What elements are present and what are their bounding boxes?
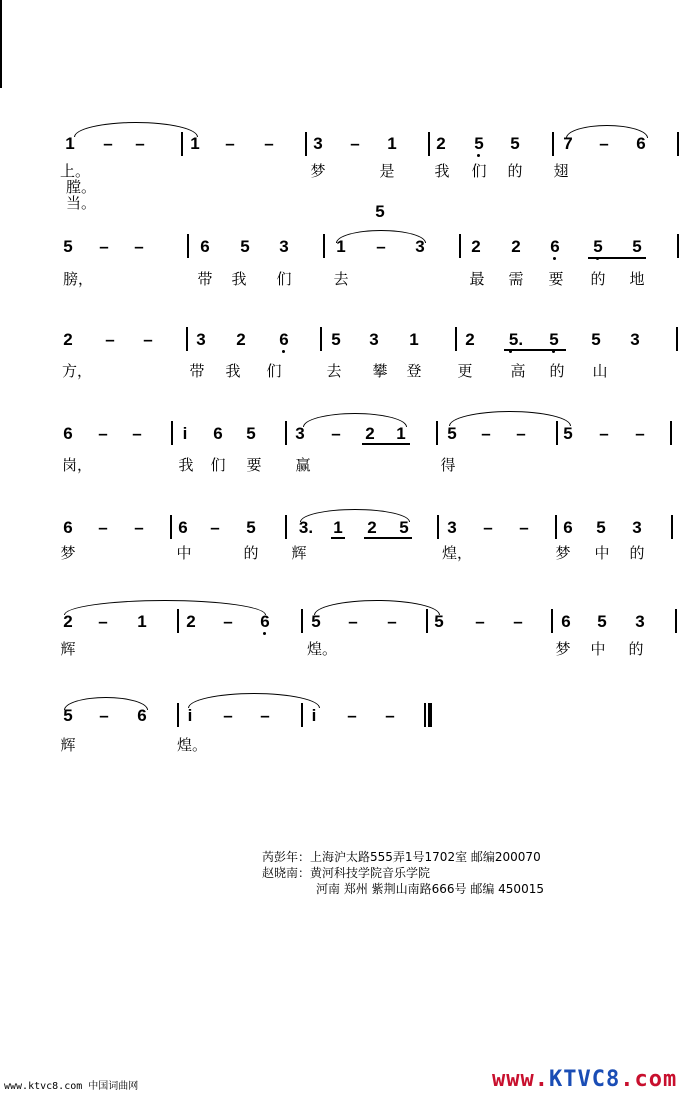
note: 5 [63, 706, 73, 725]
lyric: 是 [379, 162, 395, 180]
bar-line [671, 515, 673, 539]
lyric: 煌， [441, 544, 473, 562]
note: 5 [591, 330, 601, 349]
low-octave-dot [282, 350, 285, 353]
lyric: 的 [243, 544, 259, 562]
note: 2 [471, 237, 481, 256]
note: 6 [563, 518, 573, 537]
note: 2 [436, 134, 446, 153]
footer-logo-www: www. [492, 1067, 549, 1092]
note: 5 [246, 518, 256, 537]
note: 5 [563, 424, 573, 443]
bar-line [556, 421, 558, 445]
note-dash: – [135, 134, 145, 153]
note: 1 [137, 612, 147, 631]
bar-line [677, 234, 679, 258]
lyric: 膛。 [66, 178, 97, 196]
lyric: 的 [549, 362, 565, 380]
lyric: 岗， [61, 456, 93, 474]
slur [314, 600, 440, 615]
note: 5. [508, 330, 524, 349]
note-dash: – [143, 330, 153, 349]
note: 1 [396, 424, 406, 443]
note-dash: – [105, 330, 115, 349]
note-dash: – [331, 424, 341, 443]
note: 1 [409, 330, 419, 349]
contact-line-2: 赵晓南：黄河科技学院音乐学院 [262, 866, 431, 880]
slur [303, 413, 407, 427]
lyric: 去 [326, 362, 342, 380]
bar-line [675, 609, 677, 633]
note: 5 [63, 237, 73, 256]
note: 2 [365, 424, 375, 443]
note-dash: – [264, 134, 274, 153]
note-dash: – [210, 518, 220, 537]
lyric: 梦 [60, 544, 76, 562]
bar-line [676, 327, 678, 351]
bar-line [177, 609, 179, 633]
note-dash: – [599, 424, 609, 443]
low-octave-dot [263, 632, 266, 635]
note: 3 [630, 330, 640, 349]
lyric: 去 [333, 270, 349, 288]
lyric: 赢 [295, 456, 311, 474]
note: 3. [298, 518, 314, 537]
lyric: 中 [176, 544, 192, 562]
note: 6 [561, 612, 571, 631]
bar-line [187, 234, 189, 258]
note-dash: – [98, 518, 108, 537]
lyric: 得 [440, 456, 456, 474]
lyric: 们 [276, 270, 292, 288]
note: 5 [331, 330, 341, 349]
slur [64, 600, 266, 615]
lyric: 们 [210, 456, 226, 474]
note: 6 [213, 424, 223, 443]
note-dash: – [483, 518, 493, 537]
note: 2 [236, 330, 246, 349]
bar-line [305, 132, 307, 156]
note: 3 [632, 518, 642, 537]
note-dash: – [376, 237, 386, 256]
note-dash: – [225, 134, 235, 153]
contact-line-1: 芮彭年：上海沪太路555弄1号1702室 邮编200070 [262, 850, 541, 864]
note: 6 [260, 612, 270, 631]
bar-line [301, 703, 303, 727]
lyric: 地 [629, 270, 645, 288]
beam [588, 257, 646, 259]
lyric: 带 [197, 270, 213, 288]
lyric: 中 [590, 640, 606, 658]
note-dash: – [599, 134, 609, 153]
bar-line [323, 234, 325, 258]
lyric: 高 [510, 362, 526, 380]
note: 5 [596, 518, 606, 537]
note-dash: – [516, 424, 526, 443]
note-dash: – [260, 706, 270, 725]
note-dash: – [635, 424, 645, 443]
ornament-note: 5 [375, 202, 385, 221]
bar-line [551, 609, 553, 633]
lyric: 方， [61, 362, 93, 380]
bar-line [285, 421, 287, 445]
bar-line [426, 609, 428, 633]
lyric: 要 [246, 456, 262, 474]
footer-logo-com: .com [620, 1067, 678, 1092]
note: 5 [632, 237, 642, 256]
note-dash: – [223, 706, 233, 725]
lyric: 煌。 [176, 736, 208, 754]
note-dash: – [387, 612, 397, 631]
note: 5 [399, 518, 409, 537]
lyric: 当。 [66, 194, 97, 212]
bar-line [181, 132, 183, 156]
note: 5 [246, 424, 256, 443]
lyric: 梦 [555, 640, 571, 658]
note: 3 [196, 330, 206, 349]
note-dash: – [347, 706, 357, 725]
bar-line [301, 609, 303, 633]
lyric: 的 [629, 544, 645, 562]
note: 3 [447, 518, 457, 537]
bar-line [677, 132, 679, 156]
note: i [187, 706, 193, 725]
bar-line [171, 421, 173, 445]
bar-line [170, 515, 172, 539]
note: 6 [63, 518, 73, 537]
bar-line [555, 515, 557, 539]
slur [300, 509, 410, 522]
bar-line [177, 703, 179, 727]
bar-line [320, 327, 322, 351]
note-dash: – [103, 134, 113, 153]
note: 5 [510, 134, 520, 153]
note: 6 [178, 518, 188, 537]
bar-line [428, 132, 430, 156]
bar-line [186, 327, 188, 351]
lyric: 煌。 [306, 640, 338, 658]
note: 2 [367, 518, 377, 537]
note: 5 [434, 612, 444, 631]
note-dash: – [475, 612, 485, 631]
lyric: 我 [225, 362, 241, 380]
lyric: 最 [469, 270, 485, 288]
note: 5 [593, 237, 603, 256]
left-margin-rule [0, 0, 2, 88]
note-dash: – [98, 612, 108, 631]
bar-line [670, 421, 672, 445]
contact-line-3: 河南 郑州 紫荆山南路666号 邮编 450015 [316, 882, 544, 896]
note: 5 [549, 330, 559, 349]
note: 3 [279, 237, 289, 256]
lyric: 上。 [60, 162, 91, 180]
lyric: 中 [594, 544, 610, 562]
note-dash: – [98, 424, 108, 443]
lyric: 辉 [60, 640, 76, 658]
note: 5 [447, 424, 457, 443]
lyric: 翅 [553, 162, 569, 180]
note: 1 [336, 237, 346, 256]
note: 6 [279, 330, 289, 349]
lyric: 们 [266, 362, 282, 380]
lyric: 梦 [555, 544, 571, 562]
note: 1 [65, 134, 75, 153]
footer-left-text: www.ktvc8.com 中国词曲网 [4, 1081, 139, 1092]
note: 7 [563, 134, 573, 153]
bar-line [285, 515, 287, 539]
note-dash: – [350, 134, 360, 153]
note: 1 [387, 134, 397, 153]
note: 5 [474, 134, 484, 153]
note-dash: – [99, 237, 109, 256]
lyric: 要 [548, 270, 564, 288]
lyric: 带 [189, 362, 205, 380]
note: 6 [550, 237, 560, 256]
note: 6 [636, 134, 646, 153]
bar-line [437, 515, 439, 539]
note: 5 [597, 612, 607, 631]
lyric: 梦 [310, 162, 326, 180]
note: 3 [369, 330, 379, 349]
note: 5 [311, 612, 321, 631]
bar-line [436, 421, 438, 445]
lyric: 我 [231, 270, 247, 288]
note: 5 [240, 237, 250, 256]
note: 1 [190, 134, 200, 153]
lyric: 的 [628, 640, 644, 658]
note: 2 [465, 330, 475, 349]
footer-logo-brand: KTVC8 [548, 1067, 621, 1092]
lyric: 攀 [372, 362, 388, 380]
note: i [311, 706, 317, 725]
lyric: 辉 [291, 544, 307, 562]
note-dash: – [481, 424, 491, 443]
lyric: 山 [592, 362, 608, 380]
beam [362, 443, 410, 445]
note: 1 [333, 518, 343, 537]
note: 2 [186, 612, 196, 631]
note: 3 [313, 134, 323, 153]
note: 6 [63, 424, 73, 443]
note: 2 [63, 612, 73, 631]
note-dash: – [348, 612, 358, 631]
note: i [182, 424, 188, 443]
footer-logo [492, 1067, 677, 1092]
lyric: 需 [508, 270, 524, 288]
note-dash: – [385, 706, 395, 725]
lyric: 膀， [62, 270, 94, 288]
note: 3 [295, 424, 305, 443]
note: 6 [137, 706, 147, 725]
note: 3 [635, 612, 645, 631]
lyric: 的 [590, 270, 606, 288]
lyric: 们 [471, 162, 487, 180]
note: 2 [511, 237, 521, 256]
beam [331, 537, 345, 539]
final-bar-thick [428, 703, 432, 727]
bar-line [455, 327, 457, 351]
final-bar-thin [424, 703, 426, 727]
note: 2 [63, 330, 73, 349]
note: 6 [200, 237, 210, 256]
low-octave-dot [553, 257, 556, 260]
note: 3 [415, 237, 425, 256]
note-dash: – [223, 612, 233, 631]
lyric: 我 [178, 456, 194, 474]
note-dash: – [134, 518, 144, 537]
lyric: 我 [434, 162, 450, 180]
beam [504, 349, 566, 351]
low-octave-dot [477, 154, 480, 157]
bar-line [552, 132, 554, 156]
lyric: 辉 [60, 736, 76, 754]
bar-line [459, 234, 461, 258]
note-dash: – [99, 706, 109, 725]
lyric: 更 [457, 362, 473, 380]
lyric: 登 [406, 362, 422, 380]
slur [449, 411, 571, 426]
note-dash: – [132, 424, 142, 443]
lyric: 的 [507, 162, 523, 180]
note-dash: – [513, 612, 523, 631]
note-dash: – [134, 237, 144, 256]
beam [364, 537, 412, 539]
note-dash: – [519, 518, 529, 537]
